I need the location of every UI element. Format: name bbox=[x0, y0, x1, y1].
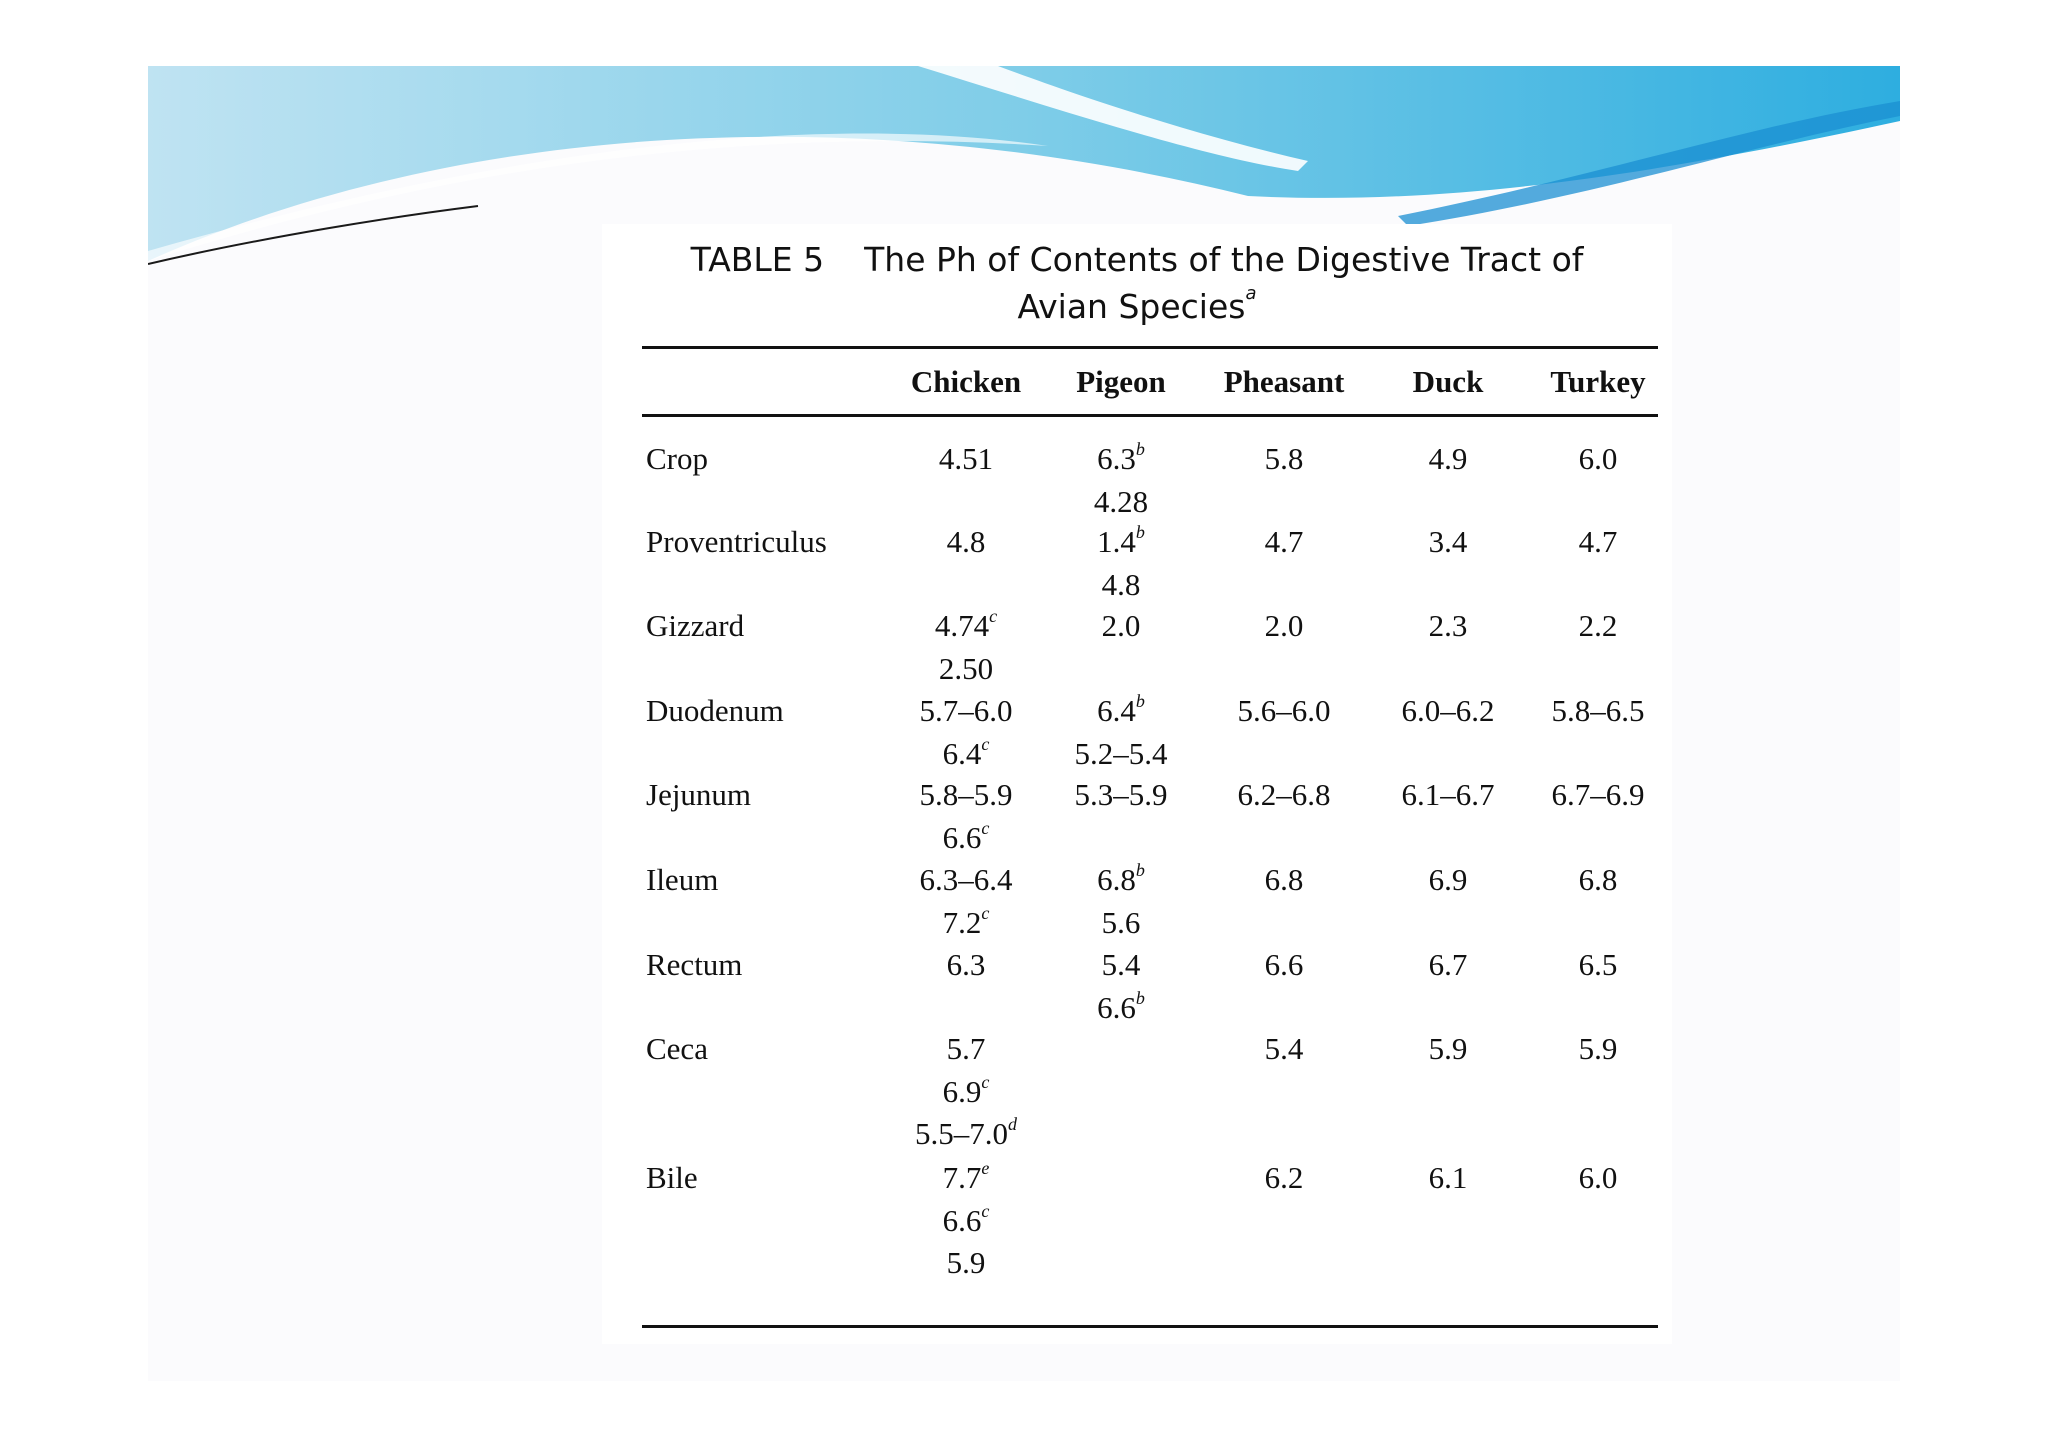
cell-value: 6.8 bbox=[1264, 862, 1304, 897]
table-cell bbox=[947, 521, 986, 564]
row-label: Proventriculus bbox=[646, 524, 827, 559]
table-cell bbox=[1265, 605, 1304, 648]
cell-value: 6.5 bbox=[1578, 947, 1618, 982]
footnote-mark: c bbox=[981, 902, 990, 923]
cell-value: 5.6 bbox=[1101, 904, 1141, 940]
footnote-mark: b bbox=[1135, 522, 1145, 542]
cell-value: 5.8–6.5 bbox=[1551, 693, 1645, 728]
cell-value: 6.2–6.8 bbox=[1237, 777, 1331, 812]
footnote-mark: b bbox=[1135, 439, 1145, 459]
table-cell bbox=[1238, 774, 1331, 817]
table-cell bbox=[1265, 1157, 1304, 1200]
cell-value: 6.6 bbox=[1264, 947, 1304, 982]
cell-value: 6.8$^b$ bbox=[1097, 860, 1145, 897]
table-cell bbox=[1429, 1028, 1468, 1071]
cell-value: 5.7–6.0 bbox=[919, 693, 1013, 728]
table-cell bbox=[920, 859, 1013, 944]
cell-value: 6.4$^c$ bbox=[942, 733, 990, 771]
header-rule bbox=[642, 414, 1658, 417]
cell-value: 5.8 bbox=[1264, 441, 1304, 476]
footnote-mark: b bbox=[1135, 860, 1145, 880]
footnote-mark: b bbox=[1135, 691, 1145, 711]
cell-value: 5.3–5.9 bbox=[1074, 777, 1168, 812]
cell-value: 6.7 bbox=[1428, 947, 1468, 982]
table-cell bbox=[943, 1157, 990, 1285]
cell-value: 4.9 bbox=[1428, 441, 1468, 476]
cell-value: 5.6–6.0 bbox=[1237, 693, 1331, 728]
table-cell bbox=[1579, 438, 1618, 481]
cell-value: 6.0 bbox=[1578, 1160, 1618, 1195]
cell-value: 6.9$^c$ bbox=[942, 1071, 990, 1109]
cell-value: 4.28 bbox=[1093, 483, 1149, 519]
table-cell bbox=[947, 944, 986, 987]
table-cell bbox=[935, 605, 997, 690]
table-cell bbox=[1552, 774, 1645, 817]
bottom-rule bbox=[642, 1325, 1658, 1328]
footnote-mark: b bbox=[1135, 987, 1145, 1008]
cell-value: 6.6$^c$ bbox=[942, 817, 990, 855]
cell-value: 3.4 bbox=[1428, 524, 1468, 559]
cell-value: 2.2 bbox=[1578, 608, 1618, 643]
table-cell bbox=[1265, 944, 1304, 987]
table-cell bbox=[1075, 690, 1168, 775]
footnote-mark: c bbox=[981, 817, 990, 838]
table-cell bbox=[1265, 521, 1304, 564]
cell-value: 6.8 bbox=[1578, 862, 1618, 897]
cell-value: 4.7 bbox=[1264, 524, 1304, 559]
cell-value: 6.3$^b$ bbox=[1097, 439, 1145, 476]
top-rule bbox=[642, 346, 1658, 349]
cell-value: 6.0 bbox=[1578, 441, 1618, 476]
table-cell bbox=[1429, 438, 1468, 481]
table-cell bbox=[920, 690, 1013, 775]
cell-value: 6.1–6.7 bbox=[1401, 777, 1495, 812]
footnote-mark: c bbox=[981, 733, 990, 754]
cell-value: 6.2 bbox=[1264, 1160, 1304, 1195]
cell-value: 1.4$^b$ bbox=[1097, 522, 1145, 559]
cell-value: 5.4 bbox=[1264, 1031, 1304, 1066]
table-cell bbox=[1402, 774, 1495, 817]
cell-value: 4.7 bbox=[1578, 524, 1618, 559]
footnote-mark: c bbox=[981, 1200, 990, 1221]
title-footnote-mark: a bbox=[1245, 283, 1257, 304]
table-cell bbox=[1102, 605, 1141, 648]
cell-value: 7.2$^c$ bbox=[942, 902, 990, 940]
cell-value: 2.0 bbox=[1101, 608, 1141, 643]
table-cell bbox=[1579, 1157, 1618, 1200]
cell-value: 6.3 bbox=[946, 947, 986, 982]
table-caption bbox=[602, 236, 1672, 330]
cell-value: 4.8 bbox=[946, 524, 986, 559]
cell-value: 4.74$^c$ bbox=[934, 606, 998, 643]
table-cell bbox=[1097, 859, 1145, 944]
row-label: Jejunum bbox=[646, 777, 752, 812]
table-cell bbox=[1429, 859, 1468, 902]
row-label: Duodenum bbox=[646, 693, 784, 728]
cell-value: 5.7 bbox=[946, 1031, 986, 1066]
table-cell bbox=[1075, 774, 1168, 817]
cell-value: 5.9 bbox=[1578, 1031, 1618, 1066]
column-header: Chicken bbox=[910, 364, 1022, 399]
cell-value: 6.9 bbox=[1428, 862, 1468, 897]
table-title-line2: Avian Species bbox=[1017, 287, 1246, 326]
footnote-mark: c bbox=[989, 606, 998, 626]
footnote-mark: d bbox=[1008, 1114, 1017, 1134]
table-cell bbox=[1429, 944, 1468, 987]
table-cell bbox=[915, 1028, 1017, 1156]
table-cell bbox=[1429, 521, 1468, 564]
cell-value: 6.4$^b$ bbox=[1097, 691, 1145, 728]
table-cell bbox=[1579, 944, 1618, 987]
table-cell bbox=[1579, 605, 1618, 648]
cell-value: 2.0 bbox=[1264, 608, 1304, 643]
table-cell bbox=[1552, 690, 1645, 733]
footnote-mark: c bbox=[981, 1071, 990, 1092]
cell-value: 5.9 bbox=[1428, 1031, 1468, 1066]
table-cell bbox=[1265, 438, 1304, 481]
table-cell bbox=[1402, 690, 1495, 733]
table-label: TABLE 5 bbox=[690, 240, 825, 279]
table-cell bbox=[1238, 690, 1331, 733]
table-cell bbox=[1265, 859, 1304, 902]
table-cell bbox=[939, 438, 993, 481]
table-title-line1: The Ph of Contents of the Digestive Tract of bbox=[864, 240, 1584, 279]
column-header: Duck bbox=[1412, 364, 1484, 399]
row-label: Crop bbox=[646, 441, 708, 476]
cell-value: 6.3–6.4 bbox=[919, 862, 1013, 897]
table-cell bbox=[1097, 521, 1145, 606]
table-cell bbox=[1097, 944, 1145, 1029]
table-cell bbox=[920, 774, 1013, 859]
table-cell bbox=[1429, 605, 1468, 648]
cell-value: 5.5–7.0$^d$ bbox=[915, 1114, 1017, 1151]
cell-value: 6.6$^c$ bbox=[942, 1200, 990, 1238]
column-header: Pheasant bbox=[1223, 364, 1345, 399]
table-cell bbox=[1429, 1157, 1468, 1200]
cell-value: 6.0–6.2 bbox=[1401, 693, 1495, 728]
cell-value: 5.2–5.4 bbox=[1074, 735, 1168, 771]
cell-value: 5.4 bbox=[1101, 947, 1141, 982]
cell-value: 2.3 bbox=[1428, 608, 1468, 643]
cell-value: 5.9 bbox=[946, 1245, 986, 1280]
row-label: Ileum bbox=[646, 862, 719, 897]
table-cell bbox=[1094, 438, 1148, 523]
cell-value: 6.6$^b$ bbox=[1097, 987, 1145, 1025]
table-cell bbox=[1579, 1028, 1618, 1071]
cell-value: 4.51 bbox=[938, 441, 994, 476]
table-cell bbox=[1265, 1028, 1304, 1071]
column-header: Pigeon bbox=[1076, 364, 1166, 399]
cell-value: 4.8 bbox=[1101, 566, 1141, 602]
footnote-mark: e bbox=[981, 1158, 990, 1178]
column-header: Turkey bbox=[1550, 364, 1646, 399]
row-label: Rectum bbox=[646, 947, 743, 982]
row-label: Bile bbox=[646, 1160, 698, 1195]
table-cell bbox=[1579, 521, 1618, 564]
cell-value: 7.7e bbox=[942, 1158, 990, 1195]
cell-value: 6.7–6.9 bbox=[1551, 777, 1645, 812]
slide bbox=[148, 66, 1900, 1381]
row-label: Ceca bbox=[646, 1031, 708, 1066]
cell-value: 2.50 bbox=[938, 650, 994, 686]
table-panel bbox=[602, 224, 1672, 1344]
cell-value: 6.1 bbox=[1428, 1160, 1468, 1195]
table-cell bbox=[1579, 859, 1618, 902]
cell-value: 5.8–5.9 bbox=[919, 777, 1013, 812]
row-label: Gizzard bbox=[646, 608, 745, 643]
